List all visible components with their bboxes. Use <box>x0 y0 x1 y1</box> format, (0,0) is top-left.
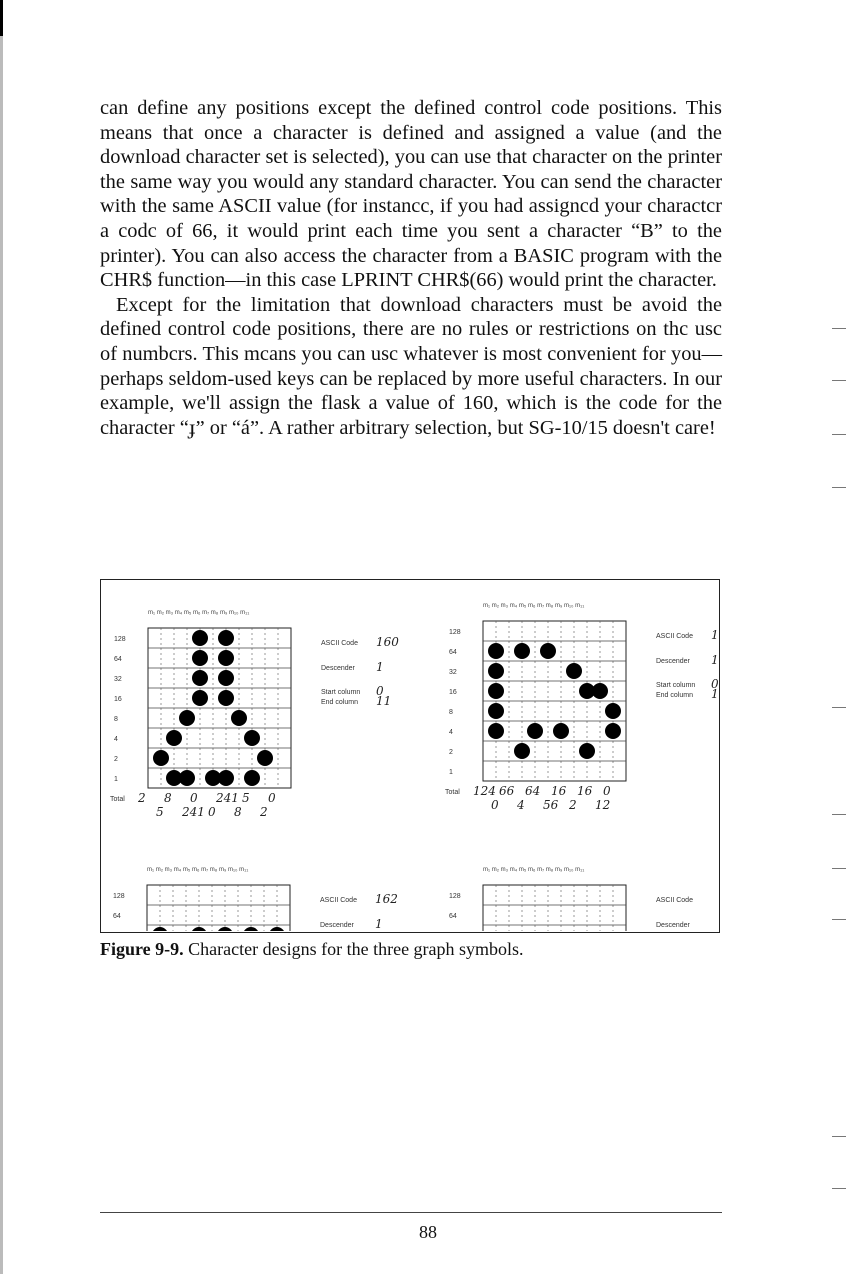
body-text <box>100 96 722 440</box>
total-label: Total <box>445 789 460 796</box>
column-total: 5 <box>242 791 250 805</box>
row-value-label: 64 <box>449 649 457 656</box>
info-label-end-column: End column <box>321 699 358 706</box>
scan-edge <box>0 0 3 1274</box>
row-value-label: 16 <box>114 696 122 703</box>
row-value-label: 16 <box>449 689 457 696</box>
print-dot <box>153 750 169 766</box>
row-value-label: 1 <box>449 769 453 776</box>
print-dot <box>527 723 543 739</box>
margin-mark <box>832 868 846 869</box>
row-value-label: 64 <box>113 913 121 920</box>
column-total: 66 <box>499 784 515 798</box>
figure-9-9-svg <box>101 580 718 931</box>
print-dot <box>192 690 208 706</box>
print-dot <box>257 750 273 766</box>
column-total: 2 <box>138 791 146 805</box>
info-label-ascii-code: ASCII Code <box>656 897 693 904</box>
info-label-ascii-code: ASCII Code <box>321 640 358 647</box>
column-total: 64 <box>525 784 541 798</box>
column-total: 8 <box>234 805 242 819</box>
info-label-end-column: End column <box>656 692 693 699</box>
column-total: 16 <box>577 784 593 798</box>
margin-mark <box>832 380 846 381</box>
print-dot <box>192 670 208 686</box>
row-value-label: 8 <box>114 716 118 723</box>
row-value-label: 128 <box>449 893 461 900</box>
print-dot <box>514 643 530 659</box>
total-label: Total <box>110 796 125 803</box>
print-dot <box>514 743 530 759</box>
print-dot <box>566 663 582 679</box>
info-label-descender: Descender <box>320 922 354 929</box>
print-dot <box>605 703 621 719</box>
info-label-ascii-code: ASCII Code <box>656 633 693 640</box>
column-total: 2 <box>260 805 268 819</box>
grid-border <box>483 885 626 931</box>
row-value-label: 64 <box>449 913 457 920</box>
column-total: 12 <box>595 798 611 812</box>
column-total: 0 <box>190 791 198 805</box>
column-header: m₁ m₂ m₃ m₄ m₅ m₆ m₇ m₈ m₉ m₁₀ m₁₁ <box>483 603 585 609</box>
print-dot <box>553 723 569 739</box>
info-label-start-column: Start column <box>656 682 696 689</box>
print-dot <box>231 710 247 726</box>
row-value-label: 4 <box>114 736 118 743</box>
column-total: 0 <box>208 805 216 819</box>
column-total: 2 <box>569 798 577 812</box>
print-dot <box>166 730 182 746</box>
row-value-label: 128 <box>114 636 126 643</box>
column-total: 0 <box>268 791 276 805</box>
caption-label: Figure 9-9. <box>100 939 184 959</box>
info-value-start-value: 0 <box>376 684 384 698</box>
column-total: 5 <box>156 805 164 819</box>
print-dot <box>540 643 556 659</box>
print-dot <box>243 927 259 931</box>
info-value-ascii-value: 162 <box>375 892 398 906</box>
column-header: m₁ m₂ m₃ m₄ m₅ m₆ m₇ m₈ m₉ m₁₀ m₁₁ <box>483 867 585 873</box>
print-dot <box>218 770 234 786</box>
row-value-label: 128 <box>113 893 125 900</box>
column-total: 16 <box>551 784 567 798</box>
info-label-descender: Descender <box>321 665 355 672</box>
row-value-label: 8 <box>449 709 453 716</box>
info-value-ascii-value: 1 <box>711 628 718 642</box>
column-total: 8 <box>164 791 172 805</box>
print-dot <box>488 703 504 719</box>
margin-mark <box>832 487 846 488</box>
margin-mark <box>832 328 846 329</box>
row-value-label: 128 <box>449 629 461 636</box>
print-dot <box>191 927 207 931</box>
margin-mark <box>832 814 846 815</box>
row-value-label: 2 <box>449 749 453 756</box>
column-total: 0 <box>491 798 499 812</box>
info-label-descender: Descender <box>656 658 690 665</box>
row-value-label: 32 <box>449 669 457 676</box>
caption-text: Character designs for the three graph symbols. <box>188 939 524 959</box>
info-label-descender: Descender <box>656 922 690 929</box>
row-value-label: 64 <box>114 656 122 663</box>
margin-mark <box>832 919 846 920</box>
column-header: m₁ m₂ m₃ m₄ m₅ m₆ m₇ m₈ m₉ m₁₀ m₁₁ <box>147 867 249 873</box>
footer-rule <box>100 1212 722 1213</box>
info-value-descender-value: 1 <box>376 660 384 674</box>
row-value-label: 1 <box>114 776 118 783</box>
info-value-descender-value: 1 <box>375 917 383 931</box>
print-dot <box>192 630 208 646</box>
print-dot <box>152 927 168 931</box>
print-dot <box>269 927 285 931</box>
print-dot <box>488 663 504 679</box>
print-dot <box>488 643 504 659</box>
print-dot <box>192 650 208 666</box>
print-dot <box>488 683 504 699</box>
margin-mark <box>832 1136 846 1137</box>
print-dot <box>179 710 195 726</box>
column-total: 4 <box>517 798 525 812</box>
print-dot <box>179 770 195 786</box>
print-dot <box>579 743 595 759</box>
info-value-ascii-value: 160 <box>376 635 399 649</box>
column-total: 124 <box>473 784 496 798</box>
info-value-start-value: 0 <box>711 677 718 691</box>
info-value-end-value: 11 <box>376 694 392 708</box>
print-dot <box>605 723 621 739</box>
info-value-descender-value: 1 <box>711 653 718 667</box>
row-value-label: 4 <box>449 729 453 736</box>
print-dot <box>592 683 608 699</box>
row-value-label: 2 <box>114 756 118 763</box>
info-label-ascii-code: ASCII Code <box>320 897 357 904</box>
margin-mark <box>832 707 846 708</box>
print-dot <box>218 670 234 686</box>
print-dot <box>217 927 233 931</box>
margin-mark <box>832 434 846 435</box>
print-dot <box>218 630 234 646</box>
column-total: 241 <box>216 791 239 805</box>
column-total: 0 <box>603 784 611 798</box>
column-header: m₁ m₂ m₃ m₄ m₅ m₆ m₇ m₈ m₉ m₁₀ m₁₁ <box>148 610 250 616</box>
grid-border <box>147 885 290 931</box>
column-total: 241 <box>182 805 205 819</box>
print-dot <box>218 690 234 706</box>
page-number: 88 <box>419 1222 437 1242</box>
row-value-label: 32 <box>114 676 122 683</box>
print-dot <box>244 730 260 746</box>
print-dot <box>488 723 504 739</box>
info-value-end-value: 1 <box>711 687 718 701</box>
print-dot <box>244 770 260 786</box>
figure-caption <box>100 939 524 960</box>
paragraph-1: can define any positions except the defined control code positions. This means that once a character is defined and assigned a value (and the download character set is selected), you can use that character on the printer the same way you would any standard character. You can send the character with the same ASCII value (for instancc, if you had assigncd your charactcr a codc of 66, it would print each time you sent a character “B” to the printer). You can also access the character from a BASIC program with the CHR$ function—in this case LPRINT CHR$(66) would print the character. <box>100 97 722 292</box>
print-dot <box>218 650 234 666</box>
paragraph-2: Except for the limitation that download characters must be avoid the defined control code positions, there are no rules or restrictions on thc usc of numbcrs. This mcans you can usc whatever is most convenient for you—perhaps seldom-used keys can be replaced by more useful characters. In our example, we'll assign the flask a value of 160, which is the code for the character “ɟ” or “á”. A rather arbitrary selection, but SG-10/15 doesn't care! <box>100 293 722 439</box>
column-total: 56 <box>543 798 559 812</box>
figure-frame <box>100 579 720 933</box>
margin-mark <box>832 1188 846 1189</box>
info-label-start-column: Start column <box>321 689 361 696</box>
